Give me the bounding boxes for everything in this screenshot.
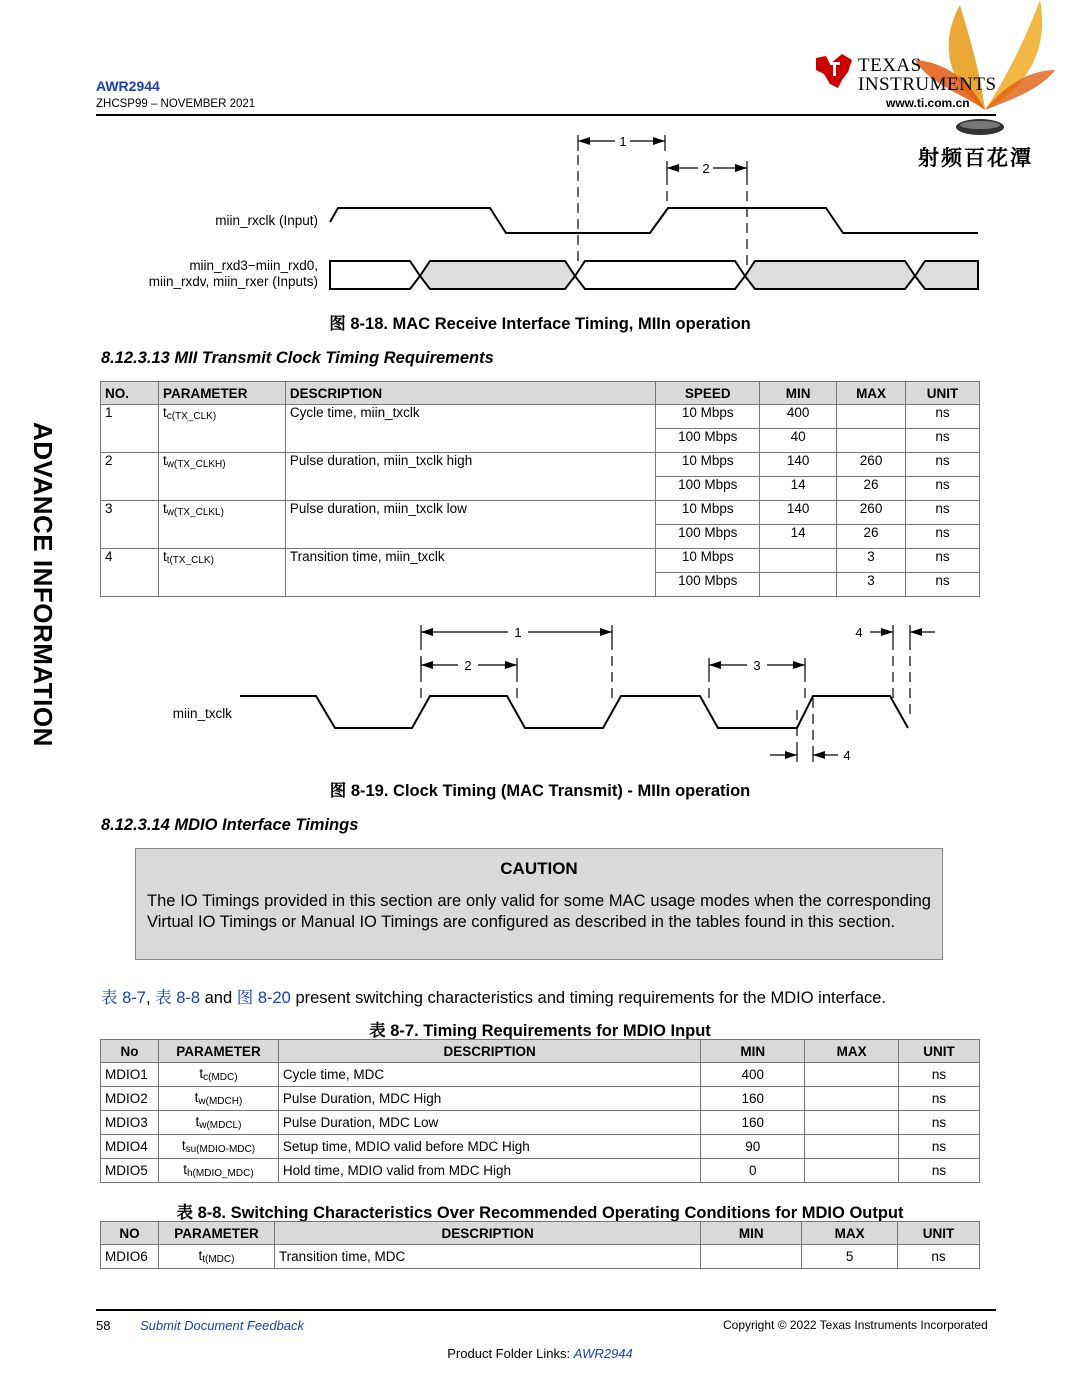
table-8-8-link[interactable]: 表 8-8 (155, 989, 201, 1007)
table-row: MDIO2 $t_{w(MDCH)}$ Pulse Duration, MDC High 160 ns (101, 1087, 980, 1111)
table-8-8-caption: 表 8-8. Switching Characteristics Over Recommended Operating Conditions for MDIO Output (176, 1204, 904, 1222)
fig18-signal-rxd-1: miin_rxd3−miin_rxd0, (189, 258, 318, 273)
figure-8-18-diagram (0, 125, 1080, 300)
table-row: 1 $t_{c(TX\_CLK)}$ Cycle time, miin_txclk 10 Mbps 400 ns (101, 405, 980, 429)
fig19-marker-1: 1 (514, 625, 522, 640)
table-row: MDIO1 $t_{c(MDC)}$ Cycle time, MDC 400 ns (101, 1063, 980, 1087)
table-row: 4 $t_{t(TX\_CLK)}$ Transition time, miin_txclk 10 Mbps 3 ns (101, 549, 980, 573)
table-row: 2 $t_{w(TX\_CLKH)}$ Pulse duration, miin_txclk high 10 Mbps 140 260 ns (101, 453, 980, 477)
footer-rule (96, 1309, 996, 1311)
page-number: 58 (96, 1318, 111, 1333)
doc-id: ZHCSP99 – NOVEMBER 2021 (96, 98, 256, 110)
watermark-text: 射频百花潭 (918, 147, 1033, 170)
caution-body: The IO Timings provided in this section are only valid for some MAC usage modes when the corresponding Virtual IO Timings or Manual IO Timings are configured as described in the tables found in this section. (147, 892, 931, 931)
table-row: MDIO5 $t_{h(MDIO\_MDC)}$ Hold time, MDIO valid from MDC High 0 ns (101, 1159, 980, 1183)
product-folder-link[interactable]: AWR2944 (573, 1346, 633, 1361)
fig18-marker-1: 1 (619, 134, 627, 149)
mdio-intro-paragraph: 表 8-7, 表 8-8 and 图 8-20 present switching characteristics and timing requirements for the MDIO interface. (101, 989, 887, 1007)
table-header-row: NO. PARAMETER DESCRIPTION SPEED MIN MAX UNIT (101, 382, 980, 405)
part-number-link[interactable]: AWR2944 (96, 78, 160, 94)
caution-box (135, 848, 943, 960)
submit-feedback-link[interactable]: Submit Document Feedback (140, 1318, 305, 1333)
mdio-input-table (100, 1039, 980, 1183)
table-header-row: NO PARAMETER DESCRIPTION MIN MAX UNIT (101, 1222, 980, 1245)
table-header-row: No PARAMETER DESCRIPTION MIN MAX UNIT (101, 1040, 980, 1063)
table-row: MDIO3 $t_{w(MDCL)}$ Pulse Duration, MDC Low 160 ns (101, 1111, 980, 1135)
table-row: 3 $t_{w(TX\_CLKL)}$ Pulse duration, miin_txclk low 10 Mbps 140 260 ns (101, 501, 980, 525)
fig18-signal-rxd-2: miin_rxdv, miin_rxer (Inputs) (148, 274, 318, 289)
mdio-output-table (100, 1221, 980, 1269)
figure-8-19-diagram (0, 620, 1080, 770)
fig19-marker-4b: 4 (843, 748, 851, 763)
figure-8-20-link[interactable]: 图 8-20 (236, 989, 291, 1007)
table-row: 100 Mbps 3 ns (101, 573, 980, 597)
section-8-12-3-14-title: 8.12.3.14 MDIO Interface Timings (101, 816, 359, 834)
section-8-12-3-13-title: 8.12.3.13 MII Transmit Clock Timing Requirements (101, 349, 494, 367)
product-folder-links: Product Folder Links: AWR2944 (447, 1346, 633, 1361)
side-label: ADVANCE INFORMATION (28, 422, 58, 747)
table-row: MDIO6 $t_{t(MDC)}$ Transition time, MDC 5 ns (101, 1245, 980, 1269)
table-8-7-caption: 表 8-7. Timing Requirements for MDIO Input (369, 1022, 711, 1040)
fig19-signal-txclk: miin_txclk (172, 706, 232, 721)
header-rule (96, 114, 996, 116)
copyright: Copyright © 2022 Texas Instruments Incorporated (723, 1318, 988, 1332)
table-8-7-link[interactable]: 表 8-7 (101, 989, 146, 1007)
fig19-marker-2: 2 (464, 658, 472, 673)
brand-line-2: INSTRUMENTS (858, 74, 997, 95)
figure-8-19-caption: 图 8-19. Clock Timing (MAC Transmit) - MIIn operation (329, 782, 751, 800)
brand-line-1: TEXAS (858, 55, 922, 76)
fig19-marker-4a: 4 (855, 625, 863, 640)
table-row: MDIO4 $t_{su(MDIO-MDC)}$ Setup time, MDIO valid before MDC High 90 ns (101, 1135, 980, 1159)
fig18-marker-2: 2 (702, 161, 710, 176)
fig18-signal-rxclk: miin_rxclk (Input) (215, 213, 318, 228)
table-row: 100 Mbps 40 ns (101, 429, 980, 453)
site-url-link[interactable]: www.ti.com.cn (886, 96, 970, 110)
table-row: 100 Mbps 14 26 ns (101, 477, 980, 501)
figure-8-18-caption: 图 8-18. MAC Receive Interface Timing, MIIn operation (329, 315, 751, 333)
table-row: 100 Mbps 14 26 ns (101, 525, 980, 549)
caution-title: CAUTION (500, 859, 578, 878)
fig19-marker-3: 3 (753, 658, 761, 673)
mii-tx-clock-table (100, 381, 980, 597)
